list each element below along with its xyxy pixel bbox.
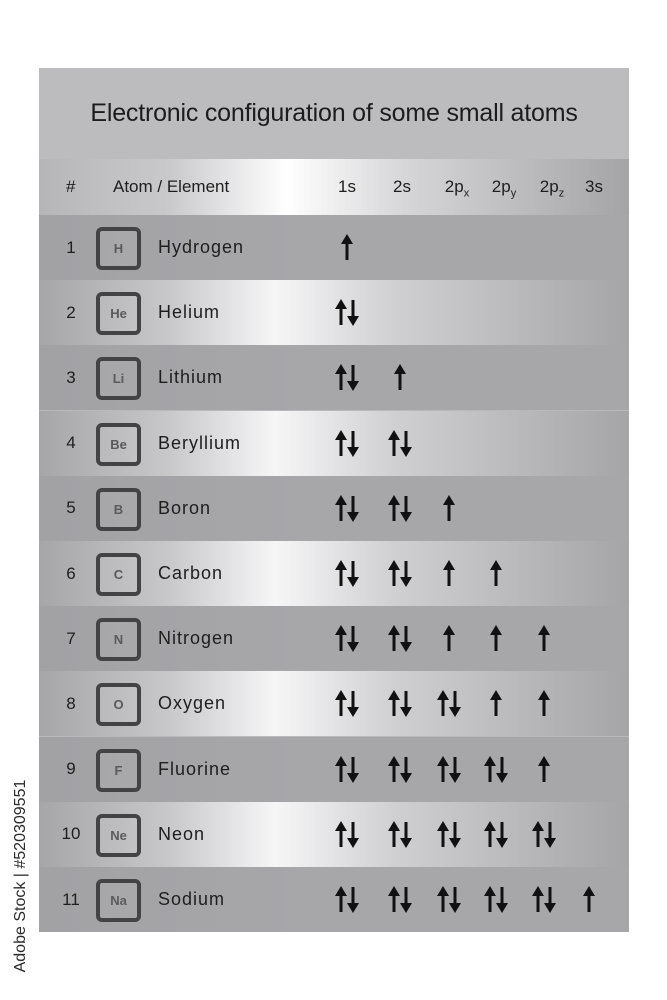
electron-up-icon: [424, 541, 474, 606]
table-row: [39, 476, 629, 541]
element-name: Lithium: [158, 367, 224, 388]
page-title: Electronic configuration of some small atoms: [39, 68, 629, 159]
header-2pz: $2p_z$: [539, 177, 565, 200]
electron-up-icon: [519, 737, 569, 802]
electron-pair-icon: [424, 737, 474, 802]
atomic-number: 1: [66, 237, 76, 257]
atomic-number: 3: [66, 367, 76, 387]
electron-up-icon: [424, 476, 474, 541]
atomic-number: 4: [66, 433, 76, 453]
element-name: Carbon: [158, 563, 224, 583]
table-row: [39, 215, 629, 280]
atomic-number: 5: [66, 498, 76, 518]
table-header: [39, 159, 629, 215]
element-name: Hydrogen: [158, 237, 245, 257]
electron-up-icon: [519, 606, 569, 671]
electron-pair-icon: [322, 867, 372, 932]
header-2s: 2s: [393, 177, 411, 196]
element-symbol: Li: [96, 357, 141, 400]
electron-up-icon: [564, 867, 614, 932]
electron-pair-icon: [322, 345, 372, 410]
table-row: [39, 671, 629, 736]
element-symbol: B: [96, 488, 141, 531]
element-name: Fluorine: [158, 758, 232, 779]
header-2py: $2p_y$: [491, 177, 517, 200]
electron-pair-icon: [424, 671, 474, 736]
element-symbol: F: [96, 749, 141, 792]
electron-pair-icon: [322, 541, 372, 606]
table-row: [39, 411, 629, 476]
table-row: [39, 802, 629, 867]
header-2px: $2p_x$: [444, 177, 470, 200]
electron-pair-icon: [519, 867, 569, 932]
atomic-number: 9: [66, 759, 76, 779]
electron-pair-icon: [375, 671, 425, 736]
atomic-number: 10: [61, 824, 81, 844]
atomic-number: 8: [66, 693, 76, 713]
table-row: [39, 280, 629, 345]
table-row: [39, 345, 629, 410]
electron-pair-icon: [322, 671, 372, 736]
electron-pair-icon: [322, 737, 372, 802]
header-1s: 1s: [338, 177, 356, 196]
configuration-table: [39, 68, 629, 932]
electron-up-icon: [471, 671, 521, 736]
atomic-number: 7: [66, 628, 76, 648]
atomic-number: 2: [66, 302, 76, 322]
electron-pair-icon: [375, 802, 425, 867]
table-row: [39, 867, 629, 932]
electron-pair-icon: [471, 737, 521, 802]
element-name: Nitrogen: [158, 628, 235, 649]
element-symbol: Ne: [96, 814, 141, 857]
element-symbol: N: [96, 618, 141, 661]
table-row: [39, 606, 629, 671]
electron-pair-icon: [519, 802, 569, 867]
header-number: #: [66, 177, 76, 196]
electron-pair-icon: [322, 280, 372, 345]
element-symbol: H: [96, 227, 141, 270]
electron-pair-icon: [375, 867, 425, 932]
electron-up-icon: [424, 606, 474, 671]
element-symbol: C: [96, 553, 141, 596]
electron-pair-icon: [471, 802, 521, 867]
element-name: Oxygen: [158, 693, 227, 714]
table-row: [39, 737, 629, 802]
table-row: [39, 541, 629, 606]
electron-pair-icon: [424, 867, 474, 932]
electron-pair-icon: [375, 541, 425, 606]
element-symbol: Be: [96, 423, 141, 466]
element-name: Neon: [158, 823, 206, 844]
electron-pair-icon: [375, 476, 425, 541]
electron-pair-icon: [322, 802, 372, 867]
element-name: Beryllium: [158, 432, 242, 453]
electron-pair-icon: [471, 867, 521, 932]
element-symbol: Na: [96, 879, 141, 922]
header-element: Atom / Element: [113, 177, 230, 196]
atomic-number: 6: [66, 563, 76, 583]
element-name: Helium: [158, 302, 221, 323]
header-3s: 3s: [585, 177, 603, 196]
electron-pair-icon: [322, 606, 372, 671]
atomic-number: 11: [62, 889, 80, 909]
electron-pair-icon: [375, 606, 425, 671]
electron-pair-icon: [424, 802, 474, 867]
stock-watermark: Adobe Stock | #520309551: [12, 779, 29, 973]
electron-up-icon: [375, 345, 425, 410]
electron-pair-icon: [322, 411, 372, 476]
electron-pair-icon: [322, 476, 372, 541]
element-name: Sodium: [158, 889, 226, 909]
electron-up-icon: [519, 671, 569, 736]
electron-up-icon: [471, 541, 521, 606]
electron-up-icon: [322, 215, 372, 280]
electron-pair-icon: [375, 411, 425, 476]
element-symbol: O: [96, 683, 141, 726]
element-name: Boron: [158, 497, 212, 518]
element-symbol: He: [96, 292, 141, 335]
electron-pair-icon: [375, 737, 425, 802]
electron-up-icon: [471, 606, 521, 671]
